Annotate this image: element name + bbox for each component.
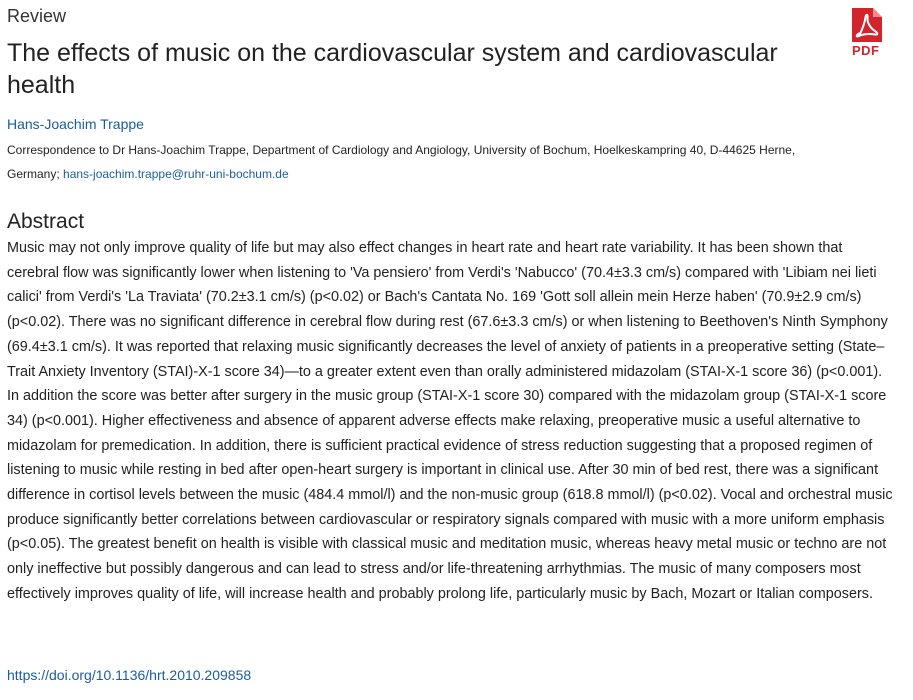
pdf-download-button[interactable] <box>847 8 887 60</box>
pdf-label: PDF <box>852 43 880 58</box>
correspondence-text: Correspondence to Dr Hans-Joachim Trappe, Department of Cardiology and Angiology, University of Bochum, Hoelkeskampring 40, D-44625 Herne, Germany; <box>7 143 796 181</box>
correspondence-email-link[interactable]: hans-joachim.trappe@ruhr-uni-bochum.de <box>63 167 289 181</box>
author-link[interactable]: Hans-Joachim Trappe <box>7 116 144 132</box>
abstract-heading: Abstract <box>7 210 85 233</box>
correspondence-note <box>7 138 827 186</box>
abstract-text: Music may not only improve quality of life but may also effect changes in heart rate and heart rate variability. It has been shown that cerebral flow was significantly lower when listening to 'Va pensiero' from Verdi's 'Nabucco' (70.4±3.3 cm/s) compared with 'Libiam nei lieti calici' from Verdi's 'La Traviata' (70.2±3.1 cm/s) (p<0.02) or Bach's Cantata No. 169 'Gott soll allein mein Herze haben' (70.9±2.9 cm/s) (p<0.02). There was no significant difference in cerebral flow during rest (67.6±3.3 cm/s) or when listening to Beethoven's Ninth Symphony (69.4±3.1 cm/s). It was reported that relaxing music significantly decreases the level of anxiety of patients in a preoperative setting (State–Trait Anxiety Inventory (STAI)-X-1 score 34)—to a greater extent even than orally administered midazolam (STAI-X-1 score 36) (p<0.001). In addition the score was better after surgery in the music group (STAI-X-1 score 30) compared with the midazolam group (STAI-X-1 score 34) (p<0.001). Higher effectiveness and absence of apparent adverse effects make relaxing, preoperative music a useful alternative to midazolam for premedication. In addition, there is sufficient practical evidence of stress reduction suggesting that a proposed regimen of listening to music while resting in bed after open-heart surgery is important in clinical use. After 30 min of bed rest, there was a significant difference in cortisol levels between the music (484.4 mmol/l) and the non-music group (618.8 mmol/l) (p<0.02). Vocal and orchestral music produce significantly better correlations between cardiovascular or respiratory signals compared with music with a more uniform emphasis (p<0.05). The greatest benefit on health is visible with classical music and meditation music, whereas heavy metal music or techno are not only ineffective but possibly dangerous and can lead to stress and/or life-threatening arrhythmias. The music of many composers most effectively improves quality of life, will increase health and probably prolong life, particularly music by Bach, Mozart or Italian composers. <box>7 240 893 602</box>
article-title: The effects of music on the cardiovascular system and cardiovascular health <box>7 39 778 99</box>
adobe-pdf-icon <box>847 8 887 44</box>
section-label: Review <box>7 6 67 26</box>
doi-link[interactable]: https://doi.org/10.1136/hrt.2010.209858 <box>7 667 252 683</box>
